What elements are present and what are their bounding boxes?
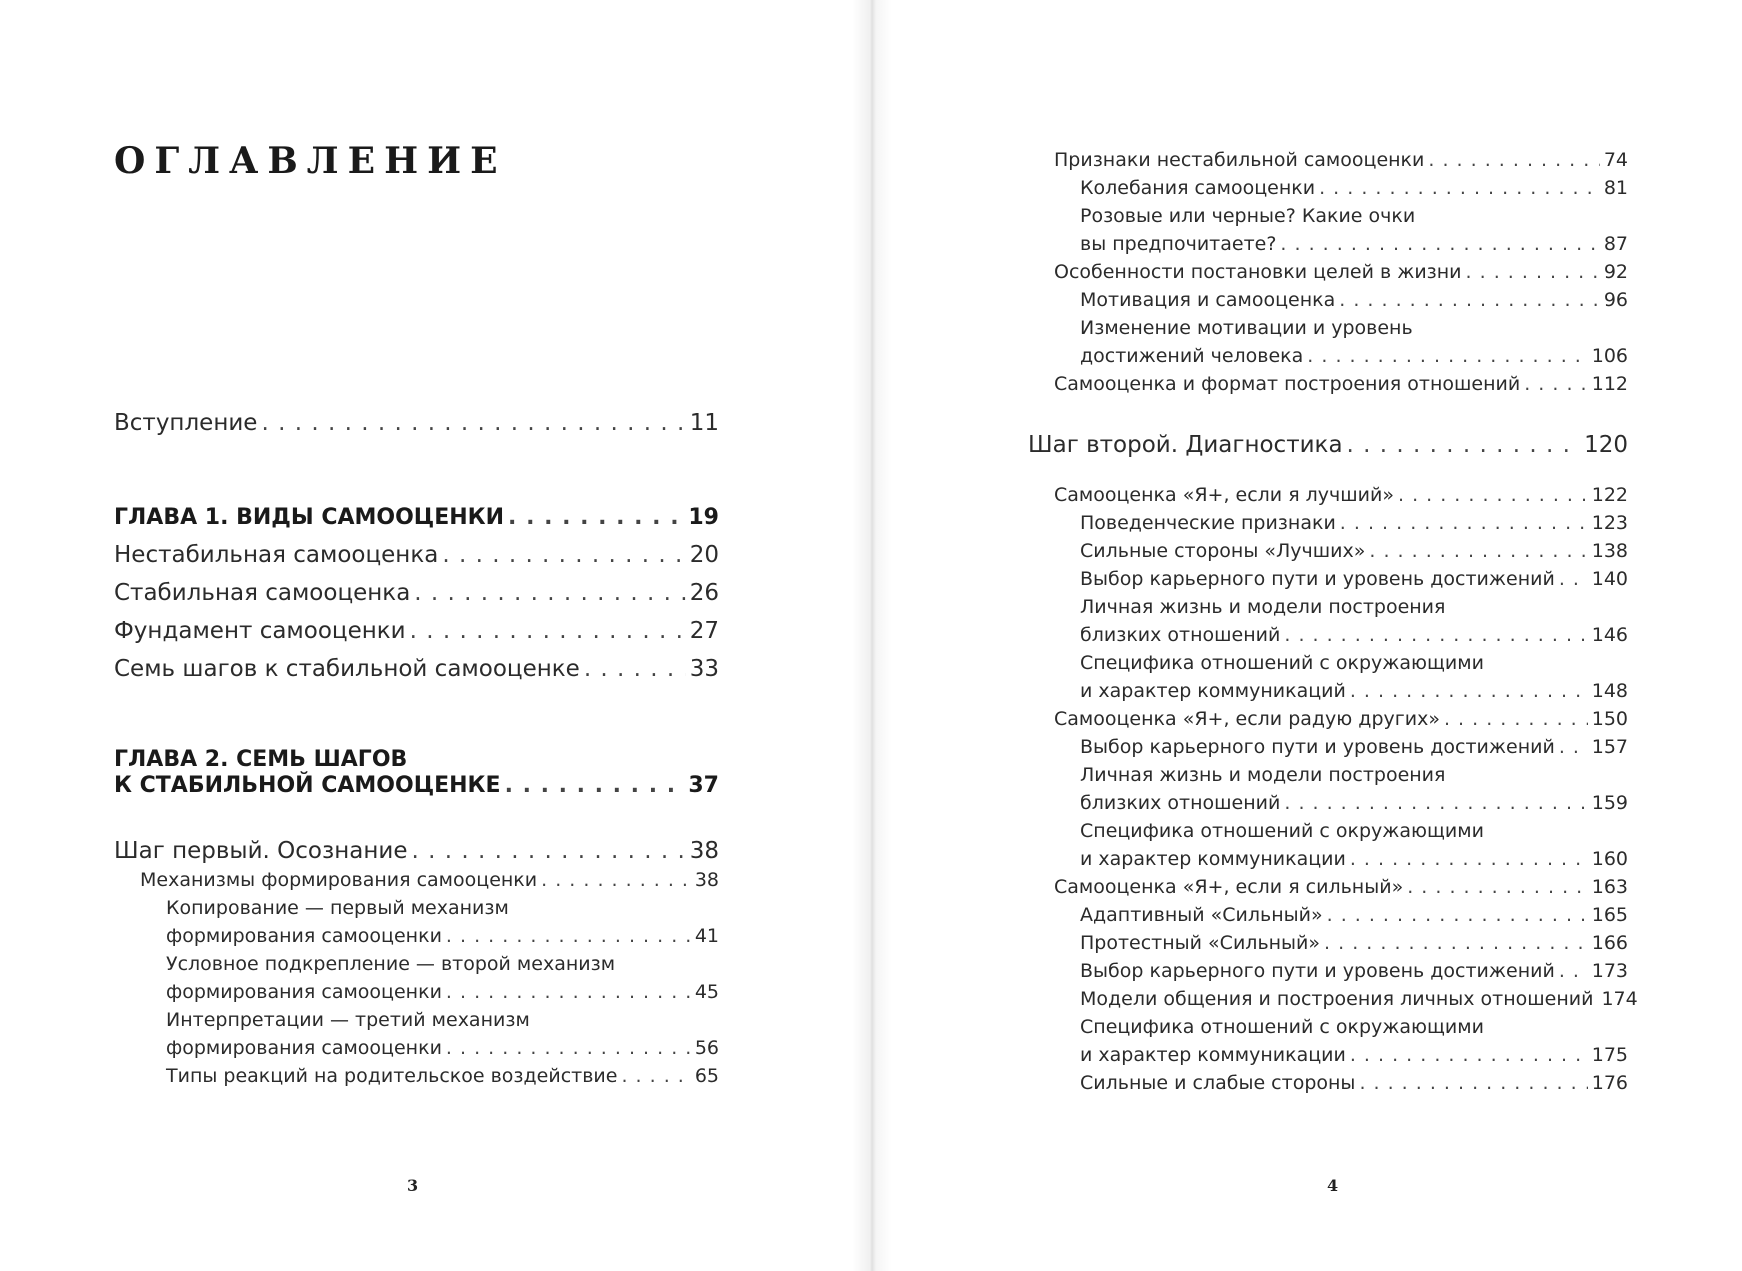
dot-leader xyxy=(1280,233,1599,255)
toc-entry xyxy=(1080,904,1628,926)
toc-entry-line1: Специфика отношений с окружающими xyxy=(1080,820,1484,842)
toc-entry-title: Протестный «Сильный» xyxy=(1080,932,1321,954)
dot-leader xyxy=(1369,540,1587,562)
toc-entry-page: 176 xyxy=(1591,1072,1628,1094)
toc-entry-title: Механизмы формирования самооценки xyxy=(140,869,538,891)
toc-entry-title: Адаптивный «Сильный» xyxy=(1080,904,1323,926)
toc-entry-page: 92 xyxy=(1603,261,1628,283)
toc-entry-title: Вступление xyxy=(114,410,258,436)
toc-entry-line1: Копирование — первый механизм xyxy=(166,897,509,919)
dot-leader xyxy=(414,580,685,606)
dot-leader xyxy=(410,618,686,644)
toc-entry xyxy=(1080,736,1628,758)
toc-entry xyxy=(114,656,719,682)
toc-entry-page: 123 xyxy=(1591,512,1628,534)
toc-entry-line1: Интерпретации — третий механизм xyxy=(166,1009,530,1031)
toc-entry xyxy=(166,1065,719,1087)
dot-leader xyxy=(584,656,686,682)
toc-entry xyxy=(1028,432,1628,458)
toc-entry-title: Выбор карьерного пути и уровень достижений xyxy=(1080,736,1555,758)
dot-leader xyxy=(1359,1072,1587,1094)
toc-entry-title: Семь шагов к стабильной самооценке xyxy=(114,656,580,682)
toc-entry xyxy=(114,580,719,606)
dot-leader xyxy=(1398,484,1588,506)
toc-entry xyxy=(1080,848,1628,870)
dot-leader xyxy=(1350,680,1588,702)
toc-entry-page: 174 xyxy=(1601,988,1638,1010)
toc-entry-title: и характер коммуникации xyxy=(1080,848,1346,870)
toc-entry-page: 166 xyxy=(1591,932,1628,954)
toc-entry-line1: Розовые или черные? Какие очки xyxy=(1080,205,1416,227)
toc-entry xyxy=(1080,960,1628,982)
toc-entry-page: 20 xyxy=(689,542,719,568)
toc-entry-line1: Специфика отношений с окружающими xyxy=(1080,652,1484,674)
toc-entry-title: Нестабильная самооценка xyxy=(114,542,439,568)
toc-entry xyxy=(114,618,719,644)
toc-entry-title: Особенности постановки целей в жизни xyxy=(1054,261,1462,283)
dot-leader xyxy=(1559,960,1588,982)
toc-entry xyxy=(1080,568,1628,590)
dot-leader xyxy=(411,838,685,864)
toc-entry-page: 138 xyxy=(1591,540,1628,562)
toc-entry-title: Самооценка «Я+, если я сильный» xyxy=(1054,876,1404,898)
toc-entry xyxy=(166,981,719,1003)
toc-entry-title: Самооценка «Я+, если радую других» xyxy=(1054,708,1440,730)
toc-entry-page: 163 xyxy=(1591,876,1628,898)
toc-entry xyxy=(140,869,719,891)
toc-entry-title: формирования самооценки xyxy=(166,1037,442,1059)
toc-entry-page: 148 xyxy=(1591,680,1628,702)
toc-entry-page: 81 xyxy=(1603,177,1628,199)
toc-entry xyxy=(1054,708,1628,730)
toc-entry-title: формирования самооценки xyxy=(166,981,442,1003)
dot-leader xyxy=(446,981,691,1003)
toc-entry-title: формирования самооценки xyxy=(166,925,442,947)
dot-leader xyxy=(1324,932,1588,954)
toc-entry-title: и характер коммуникации xyxy=(1080,1044,1346,1066)
toc-entry xyxy=(1054,876,1628,898)
dot-leader xyxy=(1347,432,1581,458)
toc-entry-page: 11 xyxy=(689,410,719,436)
dot-leader xyxy=(1559,736,1588,758)
toc-entry-title: Признаки нестабильной самооценки xyxy=(1054,149,1425,171)
toc-entry xyxy=(1080,624,1628,646)
dot-leader xyxy=(446,1037,691,1059)
toc-entry-title: Поведенческие признаки xyxy=(1080,512,1336,534)
dot-leader xyxy=(261,410,685,436)
toc-entry-title: Мотивация и самооценка xyxy=(1080,289,1336,311)
toc-entry-line1: Специфика отношений с окружающими xyxy=(1080,1016,1484,1038)
toc-chapter xyxy=(114,505,719,530)
dot-leader xyxy=(1319,177,1600,199)
dot-leader xyxy=(1428,149,1599,171)
toc-entry xyxy=(114,838,719,864)
toc-entry-title: достижений человека xyxy=(1080,345,1304,367)
dot-leader xyxy=(1340,512,1588,534)
toc-entry xyxy=(1080,177,1628,199)
toc-entry xyxy=(114,410,719,436)
toc-entry-page: 45 xyxy=(694,981,719,1003)
toc-entry-title: Модели общения и построения личных отношений xyxy=(1080,988,1594,1010)
toc-entry-title: Сильные стороны «Лучших» xyxy=(1080,540,1366,562)
toc-entry-page: 112 xyxy=(1591,373,1628,395)
dot-leader xyxy=(1327,904,1588,926)
dot-leader xyxy=(541,869,691,891)
toc-entry xyxy=(1080,289,1628,311)
toc-entry xyxy=(1080,988,1638,1010)
toc-entry xyxy=(166,925,719,947)
toc-entry-title: Фундамент самооценки xyxy=(114,618,406,644)
toc-entry-page: 38 xyxy=(694,869,719,891)
toc-entry xyxy=(1080,1044,1628,1066)
toc-entry-title: Шаг второй. Диагностика xyxy=(1028,432,1343,458)
toc-entry xyxy=(1080,932,1628,954)
toc-entry-title: Выбор карьерного пути и уровень достижений xyxy=(1080,568,1555,590)
page-number: 4 xyxy=(1327,1176,1339,1195)
toc-entry-page: 26 xyxy=(689,580,719,606)
toc-entry-page: 175 xyxy=(1591,1044,1628,1066)
dot-leader xyxy=(1407,876,1588,898)
toc-entry xyxy=(1054,149,1628,171)
toc-entry-page: 96 xyxy=(1603,289,1628,311)
toc-entry-page: 65 xyxy=(694,1065,719,1087)
toc-entry-title: и характер коммуникаций xyxy=(1080,680,1346,702)
dot-leader xyxy=(1466,261,1600,283)
toc-entry-title: вы предпочитаете? xyxy=(1080,233,1277,255)
toc-entry-page: 33 xyxy=(689,656,719,682)
dot-leader xyxy=(621,1065,690,1087)
toc-entry-line1: Условное подкрепление — второй механизм xyxy=(166,953,616,975)
toc-title: ОГЛАВЛЕНИЕ xyxy=(114,140,507,182)
toc-entry-title: Шаг первый. Осознание xyxy=(114,838,408,864)
dot-leader xyxy=(508,505,684,530)
book-gutter-shadow xyxy=(852,0,892,1271)
toc-entry xyxy=(1080,345,1628,367)
toc-entry-page: 150 xyxy=(1591,708,1628,730)
left-page xyxy=(0,0,870,1271)
dot-leader xyxy=(1350,1044,1588,1066)
toc-entry-title: Сильные и слабые стороны xyxy=(1080,1072,1356,1094)
page-number: 3 xyxy=(407,1176,419,1195)
toc-entry-page: 37 xyxy=(688,773,719,798)
toc-entry-page: 74 xyxy=(1603,149,1628,171)
toc-entry-title: близких отношений xyxy=(1080,792,1281,814)
dot-leader xyxy=(442,542,685,568)
toc-entry xyxy=(114,542,719,568)
toc-entry xyxy=(1054,373,1628,395)
toc-entry-page: 159 xyxy=(1591,792,1628,814)
toc-entry-title: Самооценка и формат построения отношений xyxy=(1054,373,1521,395)
toc-entry-page: 173 xyxy=(1591,960,1628,982)
dot-leader xyxy=(1307,345,1587,367)
dot-leader xyxy=(446,925,691,947)
dot-leader xyxy=(1559,568,1588,590)
toc-entry-page: 122 xyxy=(1591,484,1628,506)
toc-entry-line1: Изменение мотивации и уровень xyxy=(1080,317,1413,339)
toc-entry xyxy=(1080,680,1628,702)
toc-entry xyxy=(166,1037,719,1059)
dot-leader xyxy=(1339,289,1600,311)
toc-entry xyxy=(1080,512,1628,534)
toc-chapter-line1: ГЛАВА 2. СЕМЬ ШАГОВ xyxy=(114,747,408,772)
toc-entry xyxy=(1080,1072,1628,1094)
toc-entry-page: 120 xyxy=(1584,432,1628,458)
dot-leader xyxy=(1524,373,1588,395)
dot-leader xyxy=(1444,708,1588,730)
toc-entry-page: 41 xyxy=(694,925,719,947)
toc-entry-page: 160 xyxy=(1591,848,1628,870)
toc-entry-title: К СТАБИЛЬНОЙ САМООЦЕНКЕ xyxy=(114,773,501,798)
dot-leader xyxy=(505,773,685,798)
toc-entry-page: 56 xyxy=(694,1037,719,1059)
toc-entry xyxy=(1080,540,1628,562)
toc-entry-page: 157 xyxy=(1591,736,1628,758)
dot-leader xyxy=(1284,792,1587,814)
dot-leader xyxy=(1284,624,1587,646)
toc-entry-page: 140 xyxy=(1591,568,1628,590)
toc-entry-page: 27 xyxy=(689,618,719,644)
right-page xyxy=(870,0,1742,1271)
toc-entry xyxy=(1080,792,1628,814)
toc-entry-page: 106 xyxy=(1591,345,1628,367)
toc-entry-page: 19 xyxy=(688,505,719,530)
toc-chapter xyxy=(114,773,719,798)
dot-leader xyxy=(1350,848,1588,870)
toc-entry-title: ГЛАВА 1. ВИДЫ САМООЦЕНКИ xyxy=(114,505,505,530)
toc-entry-title: близких отношений xyxy=(1080,624,1281,646)
toc-entry-page: 38 xyxy=(689,838,719,864)
toc-entry-title: Типы реакций на родительское воздействие xyxy=(166,1065,618,1087)
toc-entry-page: 165 xyxy=(1591,904,1628,926)
toc-entry-title: Выбор карьерного пути и уровень достижений xyxy=(1080,960,1555,982)
toc-entry-line1: Личная жизнь и модели построения xyxy=(1080,764,1446,786)
toc-entry-page: 146 xyxy=(1591,624,1628,646)
toc-entry-page: 87 xyxy=(1603,233,1628,255)
toc-entry-title: Стабильная самооценка xyxy=(114,580,411,606)
toc-entry xyxy=(1054,261,1628,283)
toc-entry-title: Колебания самооценки xyxy=(1080,177,1316,199)
toc-entry-title: Самооценка «Я+, если я лучший» xyxy=(1054,484,1394,506)
toc-entry-line1: Личная жизнь и модели построения xyxy=(1080,596,1446,618)
toc-entry xyxy=(1054,484,1628,506)
toc-entry xyxy=(1080,233,1628,255)
